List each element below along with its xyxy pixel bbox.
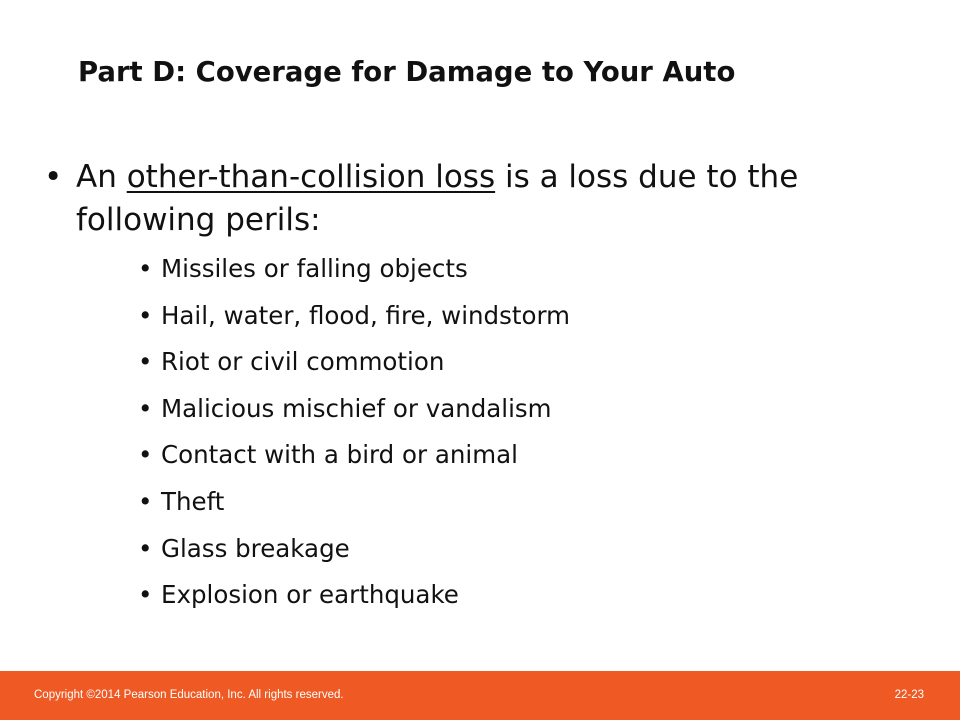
- bullet-marker: •: [138, 580, 153, 610]
- peril-text: Glass breakage: [161, 533, 350, 563]
- copyright-notice: Copyright ©2014 Pearson Education, Inc. All rights reserved.: [34, 689, 344, 701]
- main-bullet-rest: is a loss due to the following perils:: [76, 159, 799, 238]
- peril-text: Hail, water, flood, fire, windstorm: [161, 300, 570, 330]
- list-item: [138, 483, 570, 530]
- peril-text: Explosion or earthquake: [161, 580, 459, 610]
- list-item: [138, 576, 570, 623]
- peril-text: Malicious mischief or vandalism: [161, 393, 552, 423]
- bullet-marker: •: [138, 300, 153, 330]
- bullet-marker: •: [138, 533, 153, 563]
- list-item: [138, 250, 570, 297]
- bullet-marker: •: [138, 440, 153, 470]
- peril-text: Missiles or falling objects: [161, 254, 468, 283]
- bullet-marker: •: [138, 254, 153, 283]
- main-bullet-lead: An: [76, 159, 127, 195]
- bullet-marker: •: [138, 347, 153, 377]
- peril-text: Contact with a bird or animal: [161, 440, 518, 470]
- bullet-marker: •: [138, 393, 153, 423]
- defined-term: other-than-collision loss: [126, 159, 496, 195]
- peril-text: Theft: [161, 486, 225, 516]
- list-item: [138, 390, 570, 437]
- footer-bar: [0, 671, 960, 720]
- list-item: [138, 436, 570, 483]
- bullet-marker: •: [44, 159, 63, 195]
- list-item: [138, 343, 570, 390]
- bullet-marker: •: [138, 486, 153, 516]
- main-bullet-text: [76, 156, 904, 242]
- peril-text: Riot or civil commotion: [161, 347, 445, 377]
- main-bullet: [44, 156, 904, 242]
- slide-number: 22-23: [894, 689, 924, 701]
- list-item: [138, 530, 570, 577]
- list-item: [138, 297, 570, 344]
- slide-title: Part D: Coverage for Damage to Your Auto: [78, 56, 736, 88]
- perils-list: [138, 250, 570, 623]
